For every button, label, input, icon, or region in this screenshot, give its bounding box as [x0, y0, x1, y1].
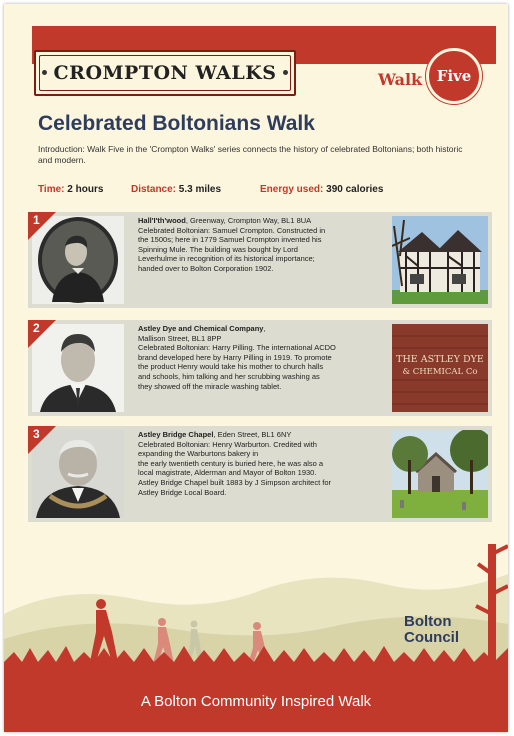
stop-address: , — [263, 324, 266, 333]
stop-line: Astley Bridge Local Board. — [138, 487, 227, 497]
stop-number: 2 — [33, 321, 40, 335]
bolton-council-logo — [404, 614, 459, 646]
stop-description — [138, 216, 386, 274]
walk-label: Walk — [378, 70, 423, 89]
photo-astley-bridge-chapel — [392, 430, 488, 518]
stop-line: expanding the Warburtons bakery in — [138, 449, 259, 459]
stat-time — [38, 184, 103, 195]
sign-text-1: THE ASTLEY DYE — [396, 354, 484, 365]
stat-time-value: 2 hours — [67, 184, 104, 195]
stop-address: , Eden Street, BL1 6NY — [213, 430, 292, 439]
stop-number: 1 — [33, 213, 40, 227]
stop-card-2 — [28, 320, 492, 416]
stop-line: brand developed here by Harry Pilling in 1919. To promote — [138, 352, 332, 362]
council-line-2: Council — [404, 629, 459, 646]
photo-astley-dye-sign — [392, 324, 488, 412]
stop-line: and schools, him talking and her scrubbing washing as — [138, 371, 320, 381]
stop-address: , Greenway, Crompton Way, BL1 8UA — [185, 216, 312, 225]
countryside-scene — [4, 544, 508, 674]
stat-energy-value: 390 calories — [326, 184, 384, 195]
stop-line: Astley Bridge Chapel built 1883 by J Simpson architect for — [138, 477, 332, 487]
stop-place-name: Hall'I'th'wood — [138, 216, 186, 225]
series-title: CROMPTON WALKS — [53, 62, 277, 84]
stat-energy — [260, 184, 383, 195]
stop-line: Celebrated Boltonian: Samuel Crompton. Constructed in — [138, 225, 326, 235]
stop-place-name: Astley Dye and Chemical Company — [138, 324, 264, 333]
council-line-1: Bolton — [404, 613, 452, 630]
stat-energy-label: Energy used: — [260, 184, 324, 195]
stop-line: the 1500s; here in 1779 Samuel Crompton invented his — [138, 235, 322, 245]
stop-line: they showed off the miracle washing tablet. — [138, 381, 282, 391]
stop-line: Celebrated Boltonian: Henry Warburton. Credited with — [138, 439, 317, 449]
stop-line: Leverhulme in recognition of its historical importance; — [138, 254, 315, 264]
stat-distance-label: Distance: — [131, 184, 177, 195]
stop-card-3 — [28, 426, 492, 522]
stop-line: the product Henry would take his mother to church halls — [138, 362, 324, 372]
stop-line: handed over to Bolton Corporation 1902. — [138, 263, 274, 273]
sign-text-2: & CHEMICAL Co — [402, 367, 478, 377]
photo-hall-ith-wood — [392, 216, 488, 304]
stat-distance — [131, 184, 221, 195]
stop-line: the early twentieth century is buried here, he was also a — [138, 458, 324, 468]
plaque-dot-left — [42, 70, 47, 75]
stop-line: Spinning Mule. The building was bought by Lord — [138, 244, 298, 254]
stop-number: 3 — [33, 427, 40, 441]
stop-line: Celebrated Boltonian: Harry Pilling. The international ACDO — [138, 343, 336, 353]
footer-text: A Bolton Community Inspired Walk — [140, 692, 372, 710]
stop-place-name: Astley Bridge Chapel — [138, 430, 214, 439]
walk-number: Five — [436, 67, 472, 85]
stop-line: Mallison Street, BL1 8PP — [138, 333, 222, 343]
stop-description — [138, 324, 386, 391]
stop-card-1 — [28, 212, 492, 308]
stop-line: local magistrate, Alderman and Mayor of Bolton 1930. — [138, 468, 317, 478]
walk-leaflet — [4, 4, 508, 732]
walk-title: Celebrated Boltonians Walk — [38, 112, 315, 135]
stop-description — [138, 430, 386, 497]
series-title-plaque — [34, 50, 296, 96]
stat-time-label: Time: — [38, 184, 65, 195]
footer-banner — [4, 670, 508, 732]
stat-distance-value: 5.3 miles — [178, 184, 222, 195]
walk-number-badge — [426, 48, 482, 104]
plaque-dot-right — [283, 70, 288, 75]
walk-intro: Introduction: Walk Five in the 'Crompton Walks' series connects the history of celebrated Boltonians; both historic and modern. — [38, 144, 463, 165]
